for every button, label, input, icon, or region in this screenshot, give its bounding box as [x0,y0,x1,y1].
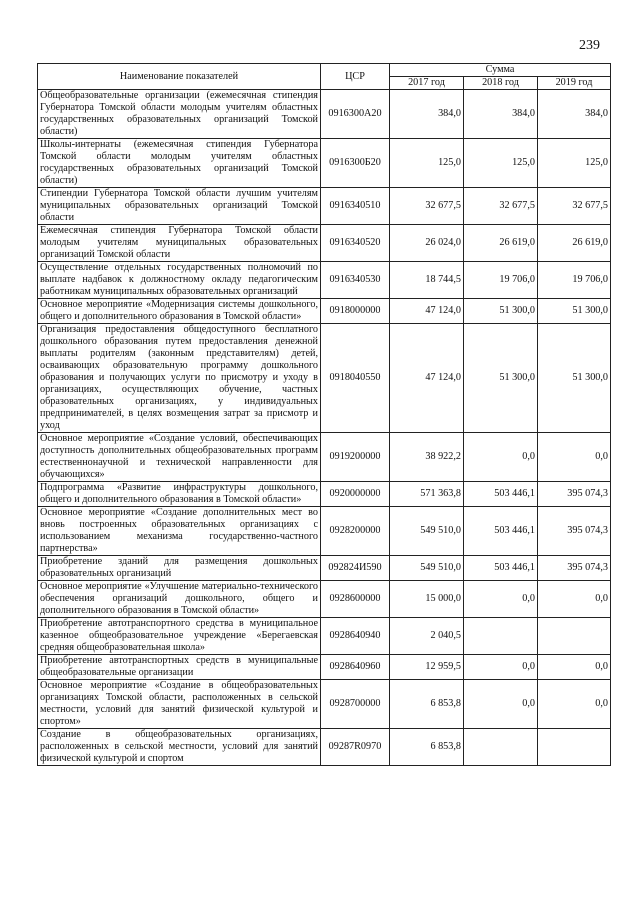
header-year-2019: 2019 год [538,77,611,90]
row-value-2018: 125,0 [464,139,538,188]
row-value-2017: 32 677,5 [390,188,464,225]
header-sum: Сумма [390,64,611,77]
row-value-2019: 19 706,0 [538,262,611,299]
row-value-2017: 6 853,8 [390,729,464,766]
table-row [38,482,611,507]
row-value-2019 [538,618,611,655]
row-name: Приобретение зданий для размещения дошкольных образовательных организаций [38,556,321,581]
row-name: Организация предоставления общедоступного бесплатного дошкольного образования путем предоставления денежной выплаты родителям (законным представителям) детей, осваивающих образовательную программу дошкольного образования и получающих услуги по присмотру и уходу в организациях, осуществляющих обучение, частных образовательных организациях, у индивидуальных предпринимателей, в целях возмещения затрат за присмотр и уход [38,324,321,433]
header-year-2017: 2017 год [390,77,464,90]
table-row [38,556,611,581]
row-csr-code: 0918000000 [321,299,390,324]
row-value-2017: 26 024,0 [390,225,464,262]
row-value-2018: 51 300,0 [464,299,538,324]
row-value-2017: 2 040,5 [390,618,464,655]
row-value-2019 [538,729,611,766]
row-value-2017: 6 853,8 [390,680,464,729]
row-csr-code: 0916340520 [321,225,390,262]
row-value-2017: 18 744,5 [390,262,464,299]
page-number: 239 [579,38,600,53]
row-value-2019: 32 677,5 [538,188,611,225]
row-value-2018: 503 446,1 [464,507,538,556]
row-csr-code: 0916340510 [321,188,390,225]
row-name: Основное мероприятие «Создание условий, обеспечивающих доступность дополнительных общеобразовательных программ естественнонаучной и технической направленности для обучающихся» [38,433,321,482]
header-year-2018: 2018 год [464,77,538,90]
row-csr-code: 0920000000 [321,482,390,507]
row-name: Ежемесячная стипендия Губернатора Томской области молодым учителям муниципальных образовательных организаций Томской области [38,225,321,262]
row-value-2019: 395 074,3 [538,556,611,581]
row-name: Подпрограмма «Развитие инфраструктуры дошкольного, общего и дополнительного образования в Томской области» [38,482,321,507]
table-header [38,64,611,90]
row-value-2019: 395 074,3 [538,482,611,507]
row-name: Основное мероприятие «Создание дополнительных мест во вновь построенных образовательных организациях с использованием механизма государственно-частного партнерства» [38,507,321,556]
row-value-2019: 0,0 [538,581,611,618]
table-row [38,299,611,324]
row-value-2018: 0,0 [464,581,538,618]
row-value-2018: 503 446,1 [464,482,538,507]
row-value-2018: 26 619,0 [464,225,538,262]
row-value-2019: 51 300,0 [538,299,611,324]
row-value-2018: 19 706,0 [464,262,538,299]
row-csr-code: 0928640940 [321,618,390,655]
row-value-2019: 0,0 [538,680,611,729]
row-csr-code: 0928200000 [321,507,390,556]
row-csr-code: 0928600000 [321,581,390,618]
row-value-2018: 51 300,0 [464,324,538,433]
row-value-2018: 0,0 [464,655,538,680]
row-csr-code: 0928700000 [321,680,390,729]
row-csr-code: 0918040550 [321,324,390,433]
row-value-2018: 384,0 [464,90,538,139]
row-value-2018: 0,0 [464,433,538,482]
table-row [38,188,611,225]
row-csr-code: 0928640960 [321,655,390,680]
row-name: Основное мероприятие «Модернизация системы дошкольного, общего и дополнительного образования в Томской области» [38,299,321,324]
row-value-2019: 26 619,0 [538,225,611,262]
row-csr-code: 0916300Б20 [321,139,390,188]
table-row [38,324,611,433]
row-value-2017: 47 124,0 [390,299,464,324]
row-name: Приобретение автотранспортных средств в муниципальные общеобразовательные организации [38,655,321,680]
row-value-2018 [464,618,538,655]
row-csr-code: 0916340530 [321,262,390,299]
table-row [38,433,611,482]
row-name: Приобретение автотранспортного средства в муниципальное казенное общеобразовательное учреждение «Берегаевская средняя общеобразовательная школа» [38,618,321,655]
row-value-2017: 571 363,8 [390,482,464,507]
table-row [38,90,611,139]
row-value-2018: 503 446,1 [464,556,538,581]
row-value-2018 [464,729,538,766]
table-body [38,90,611,766]
table-row [38,507,611,556]
row-value-2017: 384,0 [390,90,464,139]
row-name: Создание в общеобразовательных организациях, расположенных в сельской местности, условий для занятий физической культурой и спортом [38,729,321,766]
row-csr-code: 09287R0970 [321,729,390,766]
budget-table [37,63,611,766]
row-value-2019: 0,0 [538,433,611,482]
table-row [38,139,611,188]
table-row [38,581,611,618]
row-value-2019: 395 074,3 [538,507,611,556]
row-name: Основное мероприятие «Создание в общеобразовательных организациях Томской области, расположенных в сельской местности, условий для занятий физической культурой и спортом» [38,680,321,729]
row-value-2019: 384,0 [538,90,611,139]
row-csr-code: 092824И590 [321,556,390,581]
row-value-2017: 38 922,2 [390,433,464,482]
table-row [38,729,611,766]
row-name: Осуществление отдельных государственных полномочий по выплате надбавок к должностному окладу педагогическим работникам муниципальных образовательных организаций [38,262,321,299]
table-row [38,680,611,729]
row-value-2019: 51 300,0 [538,324,611,433]
row-value-2017: 125,0 [390,139,464,188]
row-csr-code: 0916300А20 [321,90,390,139]
row-value-2018: 32 677,5 [464,188,538,225]
row-value-2017: 12 959,5 [390,655,464,680]
row-name: Основное мероприятие «Улучшение материально-технического обеспечения организаций дошкольного, общего и дополнительного образования в Томской области» [38,581,321,618]
row-name: Школы-интернаты (ежемесячная стипендия Губернатора Томской области молодым учителям областных государственных образовательных организаций Томской области) [38,139,321,188]
row-value-2017: 47 124,0 [390,324,464,433]
table-row [38,225,611,262]
row-name: Стипендии Губернатора Томской области лучшим учителям муниципальных образовательных организаций Томской области [38,188,321,225]
row-value-2018: 0,0 [464,680,538,729]
table-row [38,262,611,299]
row-value-2017: 549 510,0 [390,556,464,581]
table-row [38,618,611,655]
row-value-2017: 549 510,0 [390,507,464,556]
row-csr-code: 0919200000 [321,433,390,482]
row-value-2019: 125,0 [538,139,611,188]
header-csr: ЦСР [321,64,390,90]
row-value-2017: 15 000,0 [390,581,464,618]
row-value-2019: 0,0 [538,655,611,680]
row-name: Общеобразовательные организации (ежемесячная стипендия Губернатора Томской области молодым учителям областных государственных образовательных организаций Томской области) [38,90,321,139]
table-row [38,655,611,680]
header-name: Наименование показателей [38,64,321,90]
